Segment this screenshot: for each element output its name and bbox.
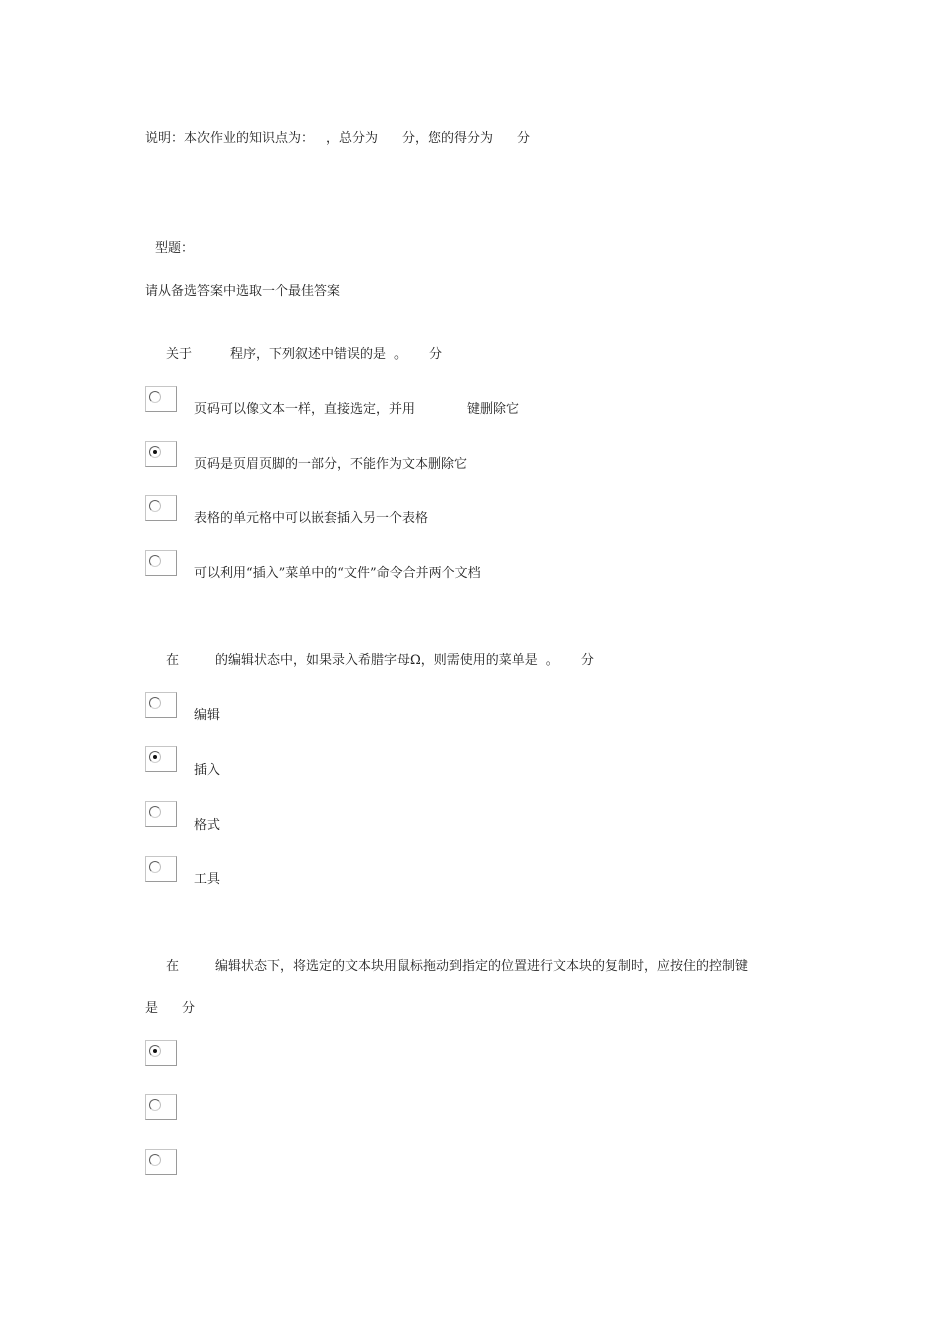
question-1-points-unit: 分 (429, 347, 443, 362)
question-1-option-4-radio[interactable] (145, 550, 177, 576)
instruction-text: 请从备选答案中选取一个最佳答案 (145, 284, 341, 299)
question-3-stem (166, 959, 748, 975)
question-2-stem-part-a: 在 (166, 653, 180, 668)
question-1-option-2-label: 页码是页眉页脚的一部分，不能作为文本删除它 (194, 457, 468, 472)
question-2-option-2-label: 插入 (194, 763, 221, 778)
question-3-option-2-radio[interactable] (145, 1094, 177, 1120)
question-1-stem-part-a: 关于 (166, 347, 193, 362)
question-2-option-1-label: 编辑 (194, 708, 221, 723)
question-3-points-unit: 分 (182, 1001, 196, 1016)
option-text-part-b: 键删除它 (467, 402, 520, 417)
question-1-option-3-radio[interactable] (145, 495, 177, 521)
question-1-option-1-radio[interactable] (145, 386, 177, 412)
question-1-stem (166, 347, 442, 363)
question-2-option-1-radio[interactable] (145, 692, 177, 718)
question-type-heading: 型题： (155, 241, 195, 256)
assignment-note (145, 131, 530, 147)
question-3-option-1-radio[interactable] (145, 1040, 177, 1066)
radio-checked-icon (149, 751, 161, 763)
question-2-option-4-radio[interactable] (145, 856, 177, 882)
question-1-stem-part-b: 程序，下列叙述中错误的是 (230, 347, 387, 362)
question-3-option-3-radio[interactable] (145, 1149, 177, 1175)
radio-checked-icon (149, 446, 161, 458)
radio-icon (149, 861, 161, 873)
question-2-stem-part-b: 的编辑状态中，如果录入希腊字母Ω，则需使用的菜单是 (215, 653, 538, 668)
radio-icon (149, 697, 161, 709)
question-2-stem (166, 653, 594, 669)
question-2-option-3-radio[interactable] (145, 801, 177, 827)
question-1-option-2-radio[interactable] (145, 441, 177, 467)
note-points-unit: 分 (517, 131, 531, 146)
radio-icon (149, 500, 161, 512)
question-1-option-1-label (194, 402, 519, 418)
question-1-stem-part-c: 。 (394, 347, 408, 362)
question-1-option-4-label: 可以利用“插入”菜单中的“文件”命令合并两个文档 (194, 566, 481, 581)
question-3-stem-part-a: 在 (166, 959, 180, 974)
question-2-option-2-radio[interactable] (145, 746, 177, 772)
radio-checked-icon (149, 1045, 161, 1057)
radio-icon (149, 1099, 161, 1111)
radio-icon (149, 806, 161, 818)
note-your-score-label: 分，您的得分为 (402, 131, 494, 146)
option-text-part-a: 页码可以像文本一样，直接选定，并用 (194, 402, 416, 417)
question-2-stem-part-c: 。 (545, 653, 559, 668)
radio-icon (149, 391, 161, 403)
question-3-stem-line-2 (145, 1001, 195, 1017)
note-total-score-label: ，总分为 (326, 131, 379, 146)
question-3-stem-part-b: 编辑状态下，将选定的文本块用鼠标拖动到指定的位置进行文本块的复制时，应按住的控制键 (215, 959, 749, 974)
radio-icon (149, 1154, 161, 1166)
question-2-option-4-label: 工具 (194, 872, 221, 887)
question-1-option-3-label: 表格的单元格中可以嵌套插入另一个表格 (194, 511, 429, 526)
question-2-points-unit: 分 (580, 653, 594, 668)
question-3-stem-line-2-part-a: 是 (145, 1001, 159, 1016)
note-knowledge-points-label: 说明：本次作业的知识点为： (145, 131, 315, 146)
question-2-option-3-label: 格式 (194, 818, 221, 833)
radio-icon (149, 555, 161, 567)
